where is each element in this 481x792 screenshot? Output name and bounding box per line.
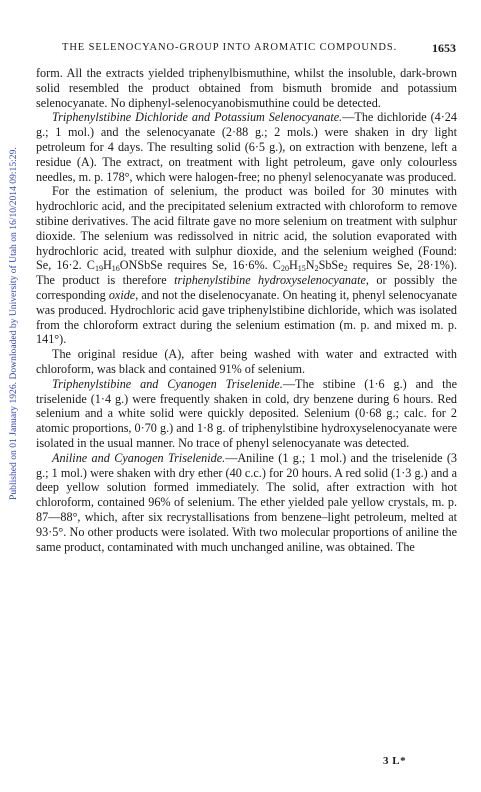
- paragraph-aniline: [36, 451, 457, 555]
- publication-note-text: Published on 01 January 1926. Downloaded by University of Utah on 16/10/2014 09:15:29.: [8, 147, 19, 500]
- signature-mark: 3 L*: [383, 755, 407, 767]
- formula-subscript: 2: [314, 264, 319, 274]
- paragraph-stibine-dichloride: [36, 110, 457, 184]
- formula-subscript: 15: [297, 264, 306, 274]
- paragraph-text: —The stibine (1·6 g.) and the triselenide (1·4 g.) were frequently shaken in cold, dry benzene during 6 hours. Red selenium and a white solid were quickly deposited. Selenium (0·68 g.; calc. for 2 atomic proportions, 0·70 g.) and 1·8 g. of triphenylstibine hydroxyselenocyanate were isolated in the usual manner. No trace of phenyl selenocyanate was detected.: [36, 376, 457, 450]
- paragraph-text: —Aniline (1 g.; 1 mol.) and the triselenide (3 g.; 1 mol.) were shaken with dry ether (40 c.c.) for 20 hours. A red solid (1·3 g.) and a deep yellow solution formed immediately. The solid, after extraction with hot chloroform, contained 96% of selenium. The ether yielded pale yellow crystals, m. p. 87—88°, which, after six recrystallisations from benzene–light petroleum, melted at 93·5°. No other products were isolated. With two molecular proportions of aniline the same product, contaminated with much unchanged aniline, was obtained. The: [36, 450, 458, 554]
- formula-subscript: 20: [280, 264, 289, 274]
- section-heading-stibine-dichloride: Triphenylstibine Dichloride and Potassium Selenocyanate.: [52, 110, 343, 125]
- paragraph-selenium-estimation: For the estimation of selenium, the product was boiled for 30 minutes with hydrochloric acid, and the precipitated selenium extracted with chloroform to remove stibine derivatives. The acid filtrate gave no more selenium on treatment with sulphur dioxide. The selenium was redissolved in nitric acid, the solution evaporated with hydrochloric acid, treated with sulphur dioxide, and the selenium weighed (Found: Se, 16·2. $C_{19}H_{16}ONSbSe$ requires Se, 16·6%. $C_{20}H_{15}N_2SbSe_2$ requires Se, 28·1%). The product is therefore triphenylstibine hydroxyselenocyanate, or possibly the corresponding oxide, and not the diselenocyanate. On heating it, phenyl selenocyanate was produced. Hydrochloric acid gave triphenylstibine dichloride, which was isolated from the chloroform extract during the selenium estimation (m. p. and mixed m. p. 141°).: [36, 184, 457, 347]
- paragraph-text: requires Se, 28·1%). The product is therefore: [36, 258, 457, 288]
- paragraph-residue-a: The original residue (A), after being washed with water and extracted with chloroform, was black and contained 91% of selenium.: [36, 347, 457, 376]
- paragraph-bismuth-extracts: form. All the extracts yielded triphenylbismuthine, whilst the insoluble, dark-brown solid resembled the product obtained from bismuth bromide and potassium selenocyanate. No diphenyl-selenocyanobismuthine could be detected.: [36, 66, 457, 110]
- italic-compound-name: triphenylstibine hydroxyselenocyanate: [174, 273, 366, 288]
- section-heading-cyanogen-triselenide: Triphenylstibine and Cyanogen Triselenide.: [52, 376, 283, 391]
- formula-text: SbSe: [318, 258, 344, 273]
- formula-text: ONSbSe requires Se, 16·6%. C: [119, 258, 281, 273]
- paragraph-text: , or possibly the corresponding: [36, 273, 457, 302]
- paragraph-text: For the estimation of selenium, the product was boiled for 30 minutes with hydrochloric acid, and the precipitated selenium extracted with chloroform to remove stibine derivatives. The acid filtrate gave no more selenium on treatment with sulphur dioxide. The selenium was redissolved in nitric acid, the solution evaporated with hydrochloric acid, treated with sulphur dioxide, and the selenium weighed (Found: Se, 16·2. C: [36, 184, 457, 273]
- section-heading-aniline: Aniline and Cyanogen Triselenide.: [52, 450, 226, 465]
- publication-sidebar-note: [8, 147, 28, 520]
- formula-subscript: 16: [111, 264, 120, 274]
- paragraph-cyanogen-triselenide: [36, 377, 457, 451]
- italic-oxide: oxide: [108, 287, 136, 302]
- formula-subscript: 19: [94, 264, 103, 274]
- paragraph-text: —The dichloride (4·24 g.; 1 mol.) and the selenocyanate (2·88 g.; 2 mols.) were shaken in dry light petroleum for 4 days. The resulting solid (6·5 g.), on extraction with benzene, left a residue (A). The extract, on treatment with light petroleum, gave only colourless needles, m. p. 178°, which were halogen-free; no phenyl selenocyanate was produced.: [36, 110, 457, 184]
- running-title: THE SELENOCYANO-GROUP INTO AROMATIC COMPOUNDS.: [62, 42, 398, 53]
- page-number: 1653: [432, 41, 456, 55]
- paragraph-text: , and not the diselenocyanate. On heating it, phenyl selenocyanate was produced. Hydrochloric acid gave triphenylstibine dichloride, which was isolated from the chloroform extract during the selenium estimation (m. p. and mixed m. p. 141°).: [36, 287, 457, 347]
- formula-subscript: 2: [343, 264, 348, 274]
- article-body: [36, 66, 457, 554]
